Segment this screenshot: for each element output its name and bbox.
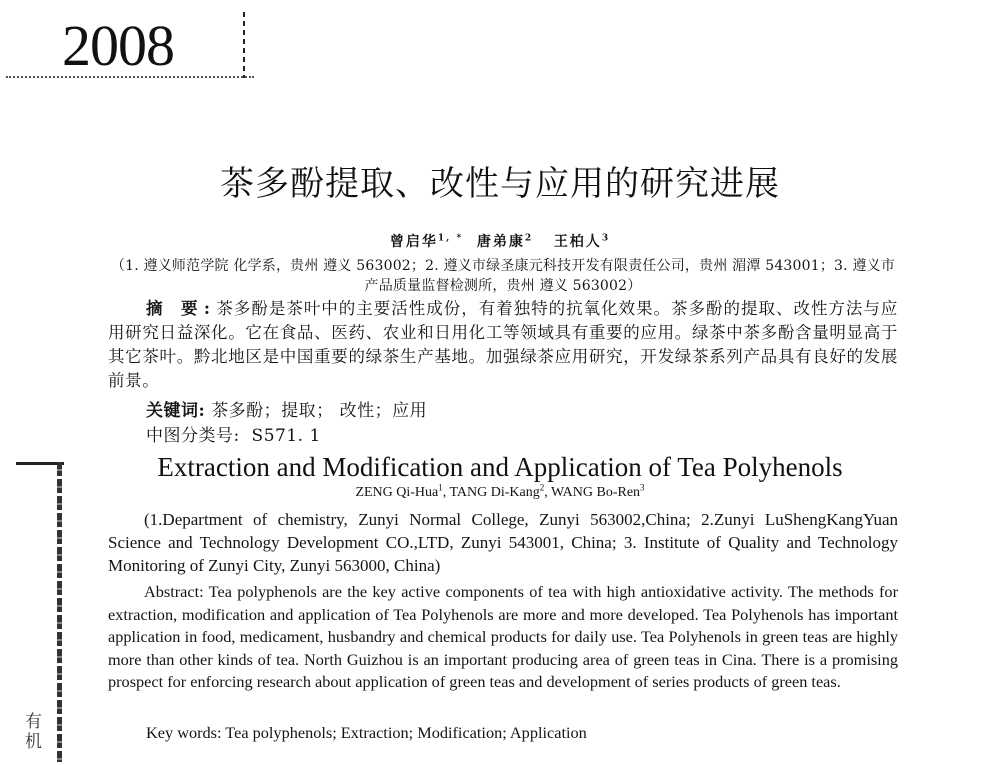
chinese-classification-label: 中图分类号: (146, 426, 240, 446)
year-label: 2008 (62, 13, 174, 78)
chinese-abstract-label: 摘 要: (146, 299, 216, 318)
author-3-sup: 3 (601, 233, 611, 244)
chinese-classification (146, 424, 321, 448)
english-keywords: Key words: Tea polyphenols; Extraction; Modification; Application (146, 723, 587, 742)
chinese-affiliations: （1. 遵义师范学院 化学系，贵州 遵义 563002；2. 遵义市绿圣康元科技开发有限责任公司，贵州 湄潭 543001；3. 遵义市产品质量监督检测所，贵州 遵义 563002） (110, 258, 896, 294)
chinese-authors (0, 231, 1000, 251)
author-1: 曾启华 (389, 234, 438, 250)
author-1-sup: 1, * (437, 233, 464, 244)
author-2-sup: 2 (524, 233, 534, 244)
author-2: 唐弟康 (476, 234, 525, 250)
english-author-2: TANG Di-Kang (449, 485, 540, 500)
english-author-2-sup: 2 (539, 482, 545, 493)
chinese-keywords-label: 关键词: (146, 401, 206, 421)
chinese-abstract-text: 茶多酚是茶叶中的主要活性成份，有着独特的抗氧化效果。茶多酚的提取、改性方法与应用研究日益深化。它在食品、医药、农业和日用化工等领域具有重要的应用。绿茶中茶多酚含量明显高于其它茶叶。黔北地区是中国重要的绿茶生产基地。加强绿茶应用研究，开发绿茶系列产品具有良好的发展前景。 (108, 299, 898, 390)
chinese-keywords (146, 399, 427, 423)
chinese-classification-code: S571. 1 (251, 426, 321, 446)
header-divider (6, 76, 254, 78)
english-authors: ZENG Qi-Hua$^1$, TANG Di-Kang$^2$, WANG Bo-Ren$^3$ (355, 482, 645, 500)
side-margin-char-2: 机 (21, 732, 41, 749)
english-author-1: ZENG Qi-Hua (355, 485, 439, 500)
header-edge-mark (243, 12, 245, 78)
side-margin-char-1: 有 (21, 712, 41, 729)
chinese-title: 茶多酚提取、改性与应用的研究进展 (220, 164, 780, 204)
english-author-3: WANG Bo-Ren (551, 485, 641, 500)
chinese-abstract (108, 297, 898, 393)
english-abstract: Abstract: Tea polyphenols are the key active components of tea with high antioxidative activity. The methods for extraction, modification and application of Tea Polyhenols are more and more developed. Tea Polyhenols has important application in food, medicament, husbandry and chemical products for daily use. Tea Polyhenols in green teas are highly more than other kinds of tea. North Guizhou is an important producing area of green teas in Cina. There is a promising prospect for enforcing research about application of green teas and development of series products of green teas. (108, 582, 898, 692)
chinese-keywords-text: 茶多酚；提取； 改性；应用 (211, 401, 428, 421)
english-author-3-sup: 3 (640, 482, 645, 493)
english-title: Extraction and Modification and Application of Tea Polyhenols (157, 452, 843, 482)
page-edge-line (57, 462, 62, 762)
english-author-1-sup: 1 (438, 482, 443, 493)
english-affiliations: (1.Department of chemistry, Zunyi Normal College, Zunyi 563002,China; 2.Zunyi LuShengKangYuan Science and Technology Development CO.,LTD, Zunyi 543001, China; 3. Institute of Quality and Technology Monitoring of Zunyi City, Zunyi 563000, China) (108, 510, 898, 575)
author-3: 王柏人 (553, 234, 602, 250)
